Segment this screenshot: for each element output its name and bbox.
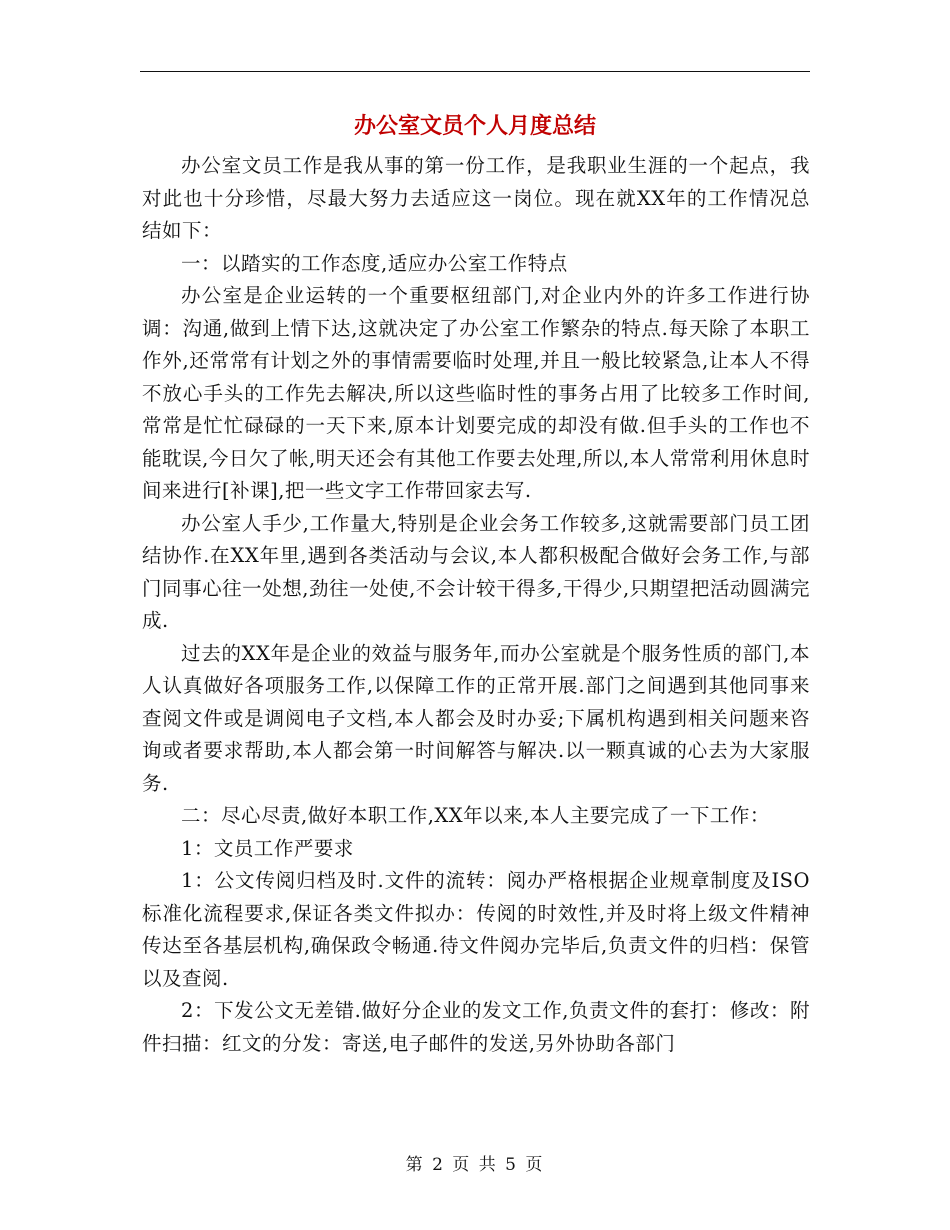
paragraph-document-filing: 1：公文传阅归档及时.文件的流转：阅办严格根据企业规章制度及ISO标准化流程要求,保证各类文件拟办：传阅的时效性,并及时将上级文件精神传达至各基层机构,确保政令畅通.待文件阅办完毕后,负责文件的归档：保管以及查阅.	[142, 869, 810, 990]
page-number: 第 2 页 共 5 页	[405, 1155, 545, 1175]
document-title: 办公室文员个人月度总结	[353, 113, 596, 139]
section-heading-1: 一：以踏实的工作态度,适应办公室工作特点	[181, 251, 568, 275]
paragraph-document-issuing: 2：下发公文无差错.做好分企业的发文工作,负责文件的套打：修改：附件扫描：红文的分发：寄送,电子邮件的发送,另外协助各部门	[142, 999, 810, 1055]
paragraph-intro: 办公室文员工作是我从事的第一份工作，是我职业生涯的一个起点，我对此也十分珍惜，尽最大努力去适应这一岗位。现在就XX年的工作情况总结如下：	[142, 154, 810, 242]
paragraph-service: 过去的XX年是企业的效益与服务年,而办公室就是个服务性质的部门,本人认真做好各项服务工作,以保障工作的正常开展.部门之间遇到其他同事来查阅文件或是调阅电子文档,本人都会及时办妥;下属机构遇到相关问题来咨询或者要求帮助,本人都会第一时间解答与解决.以一颗真诚的心去为大家服务.	[142, 641, 810, 795]
subheading-clerk-work: 1：文员工作严要求	[181, 836, 354, 860]
paragraph-teamwork: 办公室人手少,工作量大,特别是企业会务工作较多,这就需要部门员工团结协作.在XX年里,遇到各类活动与会议,本人都积极配合做好会务工作,与部门同事心往一处想,劲往一处使,不会计较干得多,干得少,只期望把活动圆满完成.	[142, 511, 810, 632]
document-body	[142, 150, 810, 1060]
paragraph-office-role: 办公室是企业运转的一个重要枢纽部门,对企业内外的许多工作进行协调：沟通,做到上情下达,这就决定了办公室工作繁杂的特点.每天除了本职工作外,还常常有计划之外的事情需要临时处理,并且一般比较紧急,让本人不得不放心手头的工作先去解决,所以这些临时性的事务占用了比较多工作时间,常常是忙忙碌碌的一天下来,原本计划要完成的却没有做.但手头的工作也不能耽误,今日欠了帐,明天还会有其他工作要去处理,所以,本人常常利用休息时间来进行[补课],把一些文字工作带回家去写.	[142, 284, 810, 502]
header-rule	[140, 71, 810, 72]
section-heading-2: 二：尽心尽责,做好本职工作,XX年以来,本人主要完成了一下工作：	[181, 804, 770, 827]
